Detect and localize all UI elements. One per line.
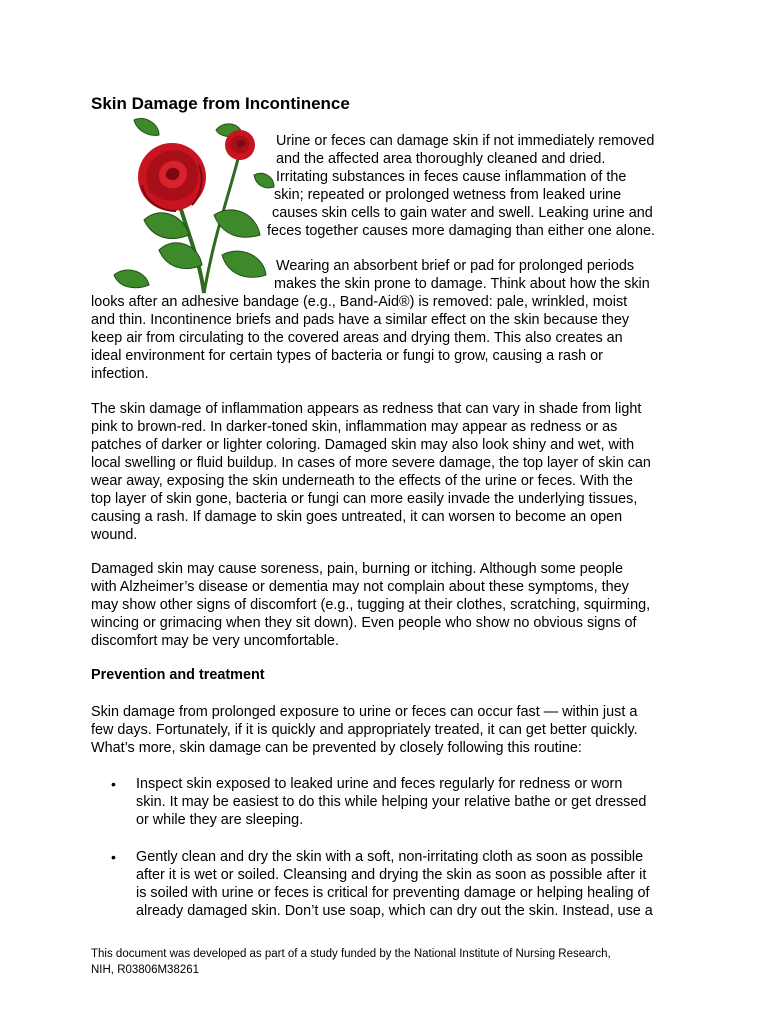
- bullet-line: is soiled with urine or feces is critical for preventing damage or helping healing of: [136, 885, 650, 901]
- bullet-line: already damaged skin. Don’t use soap, which can dry out the skin. Instead, use a: [136, 903, 653, 919]
- prevention-heading: Prevention and treatment: [91, 667, 265, 683]
- soreness-line: wincing or grimacing when they sit down). Even people who show no obvious signs of: [91, 615, 637, 631]
- soreness-line: discomfort may be very uncomfortable.: [91, 633, 339, 649]
- inflammation-paragraph: [91, 400, 683, 544]
- inflammation-line: pink to brown-red. In darker-toned skin, inflammation may appear as redness or as: [91, 419, 618, 435]
- inflammation-line: wound.: [91, 527, 138, 543]
- footer-line: NIH, R03806M38261: [91, 964, 200, 976]
- footer-line: This document was developed as part of a study funded by the National Institute of Nursing Research,: [91, 948, 611, 960]
- intro-line: causes skin cells to gain water and swell. Leaking urine and: [272, 205, 653, 221]
- inflammation-line: The skin damage of inflammation appears as redness that can vary in shade from light: [91, 401, 642, 417]
- prevention-line: few days. Fortunately, if it is quickly and appropriately treated, it can get better quickly.: [91, 722, 638, 738]
- document-title: Skin Damage from Incontinence: [91, 94, 350, 113]
- inflammation-line: local swelling or fluid buildup. In cases of more severe damage, the top layer of skin can: [91, 455, 651, 471]
- inflammation-line: causing a rash. If damage to skin goes untreated, it can worsen to become an open: [91, 509, 623, 525]
- soreness-line: may show other signs of discomfort (e.g., tugging at their clothes, scratching, squirming,: [91, 597, 651, 613]
- intro-line: skin; repeated or prolonged wetness from leaked urine: [274, 187, 622, 203]
- prevention-paragraph: [91, 703, 683, 757]
- wearing-line: Wearing an absorbent brief or pad for prolonged periods: [276, 258, 635, 274]
- wearing-paragraph: [91, 257, 683, 383]
- soreness-line: with Alzheimer’s disease or dementia may not complain about these symptoms, they: [91, 579, 629, 595]
- bullet-item: [91, 848, 691, 920]
- wearing-line: ideal environment for certain types of bacteria or fungi to grow, causing a rash or: [91, 348, 603, 364]
- intro-line: Urine or feces can damage skin if not immediately removed: [276, 133, 655, 149]
- bullet-item: [91, 775, 691, 829]
- bullet-line: or while they are sleeping.: [136, 812, 304, 828]
- inflammation-line: wear away, exposing the skin underneath to the effects of the urine or feces. With the: [91, 473, 633, 489]
- bullet-line: skin. It may be easiest to do this while helping your relative bathe or get dressed: [136, 794, 647, 810]
- intro-line: feces together causes more damaging than either one alone.: [267, 223, 655, 239]
- wearing-line: infection.: [91, 366, 149, 382]
- bullet-list: [91, 775, 691, 829]
- soreness-line: Damaged skin may cause soreness, pain, burning or itching. Although some people: [91, 561, 623, 577]
- prevention-line: What’s more, skin damage can be prevented by closely following this routine:: [91, 740, 582, 756]
- intro-line: Irritating substances in feces cause inflammation of the: [276, 169, 627, 185]
- wearing-line: makes the skin prone to damage. Think about how the skin: [274, 276, 650, 292]
- wearing-line: keep air from circulating to the covered areas and drying them. This also creates an: [91, 330, 623, 346]
- footer-note: [91, 946, 691, 978]
- wearing-line: looks after an adhesive bandage (e.g., Band-Aid®) is removed: pale, wrinkled, moist: [91, 294, 628, 310]
- bullet-line: Inspect skin exposed to leaked urine and feces regularly for redness or worn: [136, 776, 623, 792]
- bullet-line: Gently clean and dry the skin with a soft, non-irritating cloth as soon as possible: [136, 849, 644, 865]
- bullet-marker: •: [111, 776, 116, 792]
- prevention-line: Skin damage from prolonged exposure to urine or feces can occur fast — within just a: [91, 704, 638, 720]
- bullet-marker: •: [111, 849, 116, 865]
- inflammation-line: top layer of skin gone, bacteria or fungi can more easily invade the underlying tissues,: [91, 491, 638, 507]
- bullet-list: [91, 848, 691, 920]
- soreness-paragraph: [91, 560, 683, 650]
- wearing-line: and thin. Incontinence briefs and pads have a similar effect on the skin because they: [91, 312, 630, 328]
- intro-paragraph: [91, 132, 683, 240]
- intro-line: and the affected area thoroughly cleaned and dried.: [276, 151, 606, 167]
- bullet-line: after it is wet or soiled. Cleansing and drying the skin as soon as possible after it: [136, 867, 647, 883]
- inflammation-line: patches of darker or lighter coloring. Damaged skin may also look shiny and wet, with: [91, 437, 635, 453]
